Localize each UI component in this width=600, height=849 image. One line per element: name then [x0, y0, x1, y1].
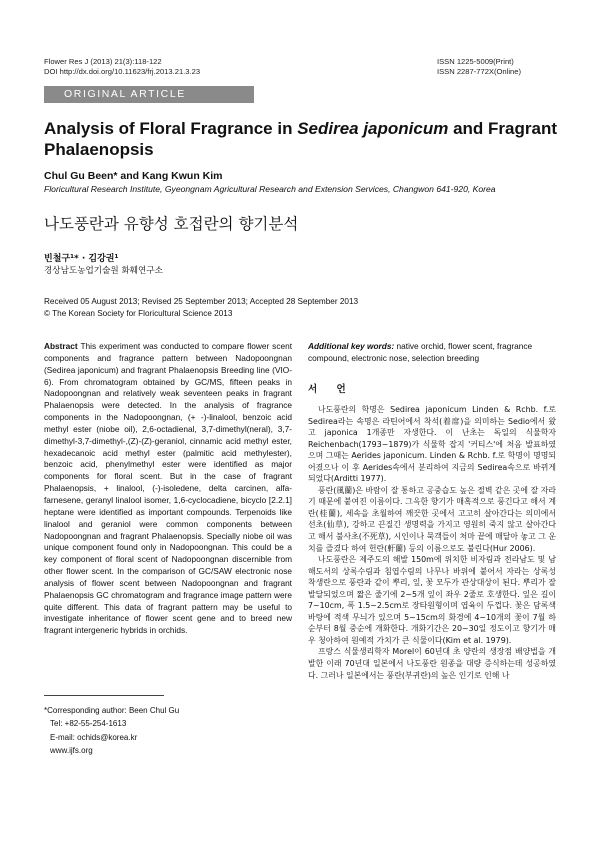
- received-revised-accepted: Received 05 August 2013; Revised 25 September 2013; Accepted 28 September 2013: [44, 297, 359, 306]
- abstract-label: Abstract: [44, 341, 78, 351]
- introduction-heading: 서 언: [308, 384, 354, 395]
- issn-print: ISSN 1225-5009(Print): [437, 57, 514, 66]
- author-affiliation: Floricultural Research Institute, Gyeongnam Agricultural Research and Extension Services, Changwon 641-920, Korea: [44, 184, 496, 194]
- intro-paragraph: 풍란(風蘭)은 바람이 잘 통하고 공중습도 높은 절벽 같은 곳에 잘 자라기 때문에 붙여진 이름이다. 그윽한 향기가 매혹적으로 풍긴다고 해서 계란(桂蘭), 세속을 초월하여 깨끗한 곳에서 고고히 살아간다는 의미에서 선초(仙草), 강하고 끈질긴 생명력을 가지고 영원히 죽지 않고 살아간다고 해서 불사초(不死草), 시인이나 묵객들이 처마 끝에 매달아 놓고 그 운치를 즐겼다 하여 헌란(軒蘭) 등의 이름으로도 불린다(Hur 2006).: [308, 485, 556, 553]
- footnote-divider: [44, 695, 164, 696]
- intro-paragraph: 나도풍란은 제주도의 해발 150m에 위치한 비자림과 전라남도 및 남해도서의 상록수림과 침엽수림의 나무나 바위에 붙어서 자라는 상록성 착생란으로 풍란과 같이 뿌리, 잎, 꽃 모두가 관상대상이 된다. 뿌리가 잘 발달되었으며 짧은 줄기에 2~5개 잎이 좌우 2줄로 호생한다. 잎은 길이 7~10cm, 폭 1.5~2.5cm로 장타원형이며 엽육이 두껍다. 꽃은 담록색 바탕에 적색 무늬가 있으며 5~15cm의 화경에 4~10개의 꽃이 7월 하순부터 8월 중순에 개화한다. 개화기간은 20~30일 정도이고 향기가 매우 청아하여 원예적 가치가 큰 식물이다(Kim et al. 1979).: [308, 555, 556, 645]
- telephone: Tel: +82-55-254-1613: [50, 719, 127, 729]
- corresponding-author: *Corresponding author: Been Chul Gu: [44, 706, 180, 715]
- introduction-body: [308, 404, 556, 681]
- author-list: Chul Gu Been* and Kang Kwun Kim: [44, 170, 223, 182]
- abstract: [44, 341, 292, 637]
- keywords: [308, 341, 556, 365]
- korean-authors: 빈철구¹* · 김강권¹: [44, 254, 119, 264]
- doi-link[interactable]: DOI http://dx.doi.org/10.11623/frj.2013.21.3.23: [44, 67, 201, 76]
- issn-online: ISSN 2287-772X(Online): [437, 67, 521, 76]
- email-link[interactable]: E-mail: ochids@korea.kr: [50, 732, 138, 742]
- keywords-text: native orchid, flower scent, fragrance compound, electronic nose, selection breeding: [308, 341, 533, 363]
- journal-citation: Flower Res J (2013) 21(3):118-122: [44, 57, 162, 66]
- article-type-label: ORIGINAL ARTICLE: [64, 88, 186, 100]
- intro-paragraph: 프랑스 식물생리학자 Morel이 60년대 초 양란의 생장점 배양법을 개발한 이래 70년대 일본에서 나도풍란 원종을 대량 증식하는데 성공하였다. 그러나 일본에서는 풍란(부귀란)의 높은 인기로 인해 나: [308, 647, 556, 680]
- intro-paragraph: 나도풍란의 학명은 Sedirea japonicum Linden & Rchb. f.로 Sedirea라는 속명은 라틴어에서 착석(着席)을 의미하는 Sedio에서 왔고 japonica 1개종만 자생한다. 이 난초는 독일의 식물학자 Reichenbach(1793~1879)가 식물학 잡지 '커티스'에 처음 발표하였으며 그때는 Aerides japonicum. Linden & Rchb. f.로 학명이 명명되어졌으나 이 후 Aerides속에서 분리하여 지금의 Sedirea속으로 바뀌게 되었다(Arditti 1977).: [308, 405, 556, 484]
- website-link[interactable]: www.ijfs.org: [50, 745, 93, 755]
- copyright-notice: © The Korean Society for Floricultural Science 2013: [44, 309, 233, 319]
- article-type-banner: [44, 86, 254, 103]
- article-title: Analysis of Floral Fragrance in Sedirea japonicum and Fragrant Phalaenopsis: [44, 119, 557, 159]
- abstract-text: This experiment was conducted to compare flower scent components and fragrance pattern between Nadopoongnan (Sedirea japonicum) and fragrant Phalaenopsis Breeding line (VIO-6). From chromatogram obtained by GC/MS, fifteen peaks in Nadopoongnan and relatively weak seventeen peaks in fragrant Phalaenopsis were detected. In the analysis of fragrance components in the Nadopoongnan, (+ -)-linalool, benzoic acid methyl ester (niobe oil), 2,6-octadienal, 3,7-dimethyl(neral), 3,7-dimethyl-3,7-dimethyl-,(Z)-(Z)-geraniol, cinnamic acid methyl ester, hexadecanoic acid methyl ester (palmitic acid methylester), benzoic acid, phenylmethyl ester were identified as major components for floral scent. But in the case of fragrant Phalaenopsis, + linalool, (-)-isoledene, delta carcinen, alfa-farnesene, geranyl linalool isomer, 1,6-cyclocadiene, bicyclo [2.2.1] heptane were identified as important compounds. Terpenoids like linalool and geraniol were common components between Nadopoongnan and fragrant Phalaenopsis. Specially niobe oil was unique component found only in Nadopoongnan. This could be a key component of floral scent of Nadopoongnan discernible from other flower scent. In the comparison of GC/SAW electronic nose analysis of flower scent between Nadopoongnan and fragrant Phalaenopsis GC chromatogram and fragrance image pattern were quite different. This data of fragrant pattern may be useful to investigate inheritance of flower scent gene and to breed new fragrant intergeneric hybrids in orchids.: [44, 341, 292, 636]
- correspondence: [44, 704, 179, 757]
- keywords-label: Additional key words:: [308, 341, 395, 351]
- korean-affiliation: 경상남도농업기술원 화훼연구소: [44, 266, 163, 276]
- history-dates: [44, 296, 358, 321]
- korean-title: 나도풍란과 유향성 호접란의 향기분석: [44, 215, 299, 233]
